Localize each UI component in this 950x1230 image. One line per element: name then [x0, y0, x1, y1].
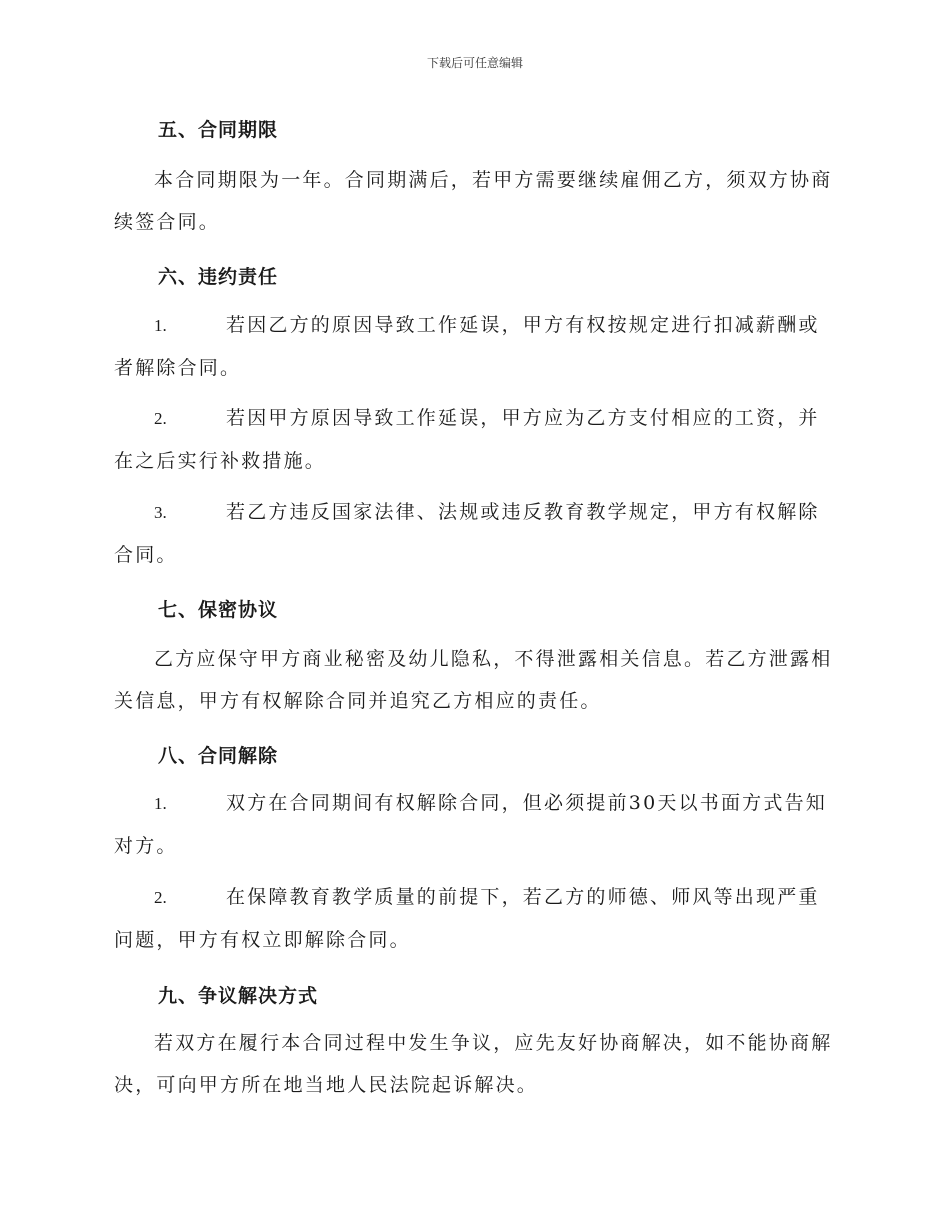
item-number: 1. [154, 794, 167, 813]
item-text: 双方在合同期间有权解除合同，但必须提前30天以书面方式告知对方。 [114, 792, 827, 857]
item-number: 2. [154, 409, 167, 428]
item-text: 若因乙方的原因导致工作延误，甲方有权按规定进行扣减薪酬或者解除合同。 [114, 314, 820, 379]
paragraph: 本合同期限为一年。合同期满后，若甲方需要继续雇佣乙方，须双方协商续签合同。 [114, 169, 833, 233]
paragraph: 若双方在履行本合同过程中发生争议，应先友好协商解决，如不能协商解决，可向甲方所在地当地人民法院起诉解决。 [114, 1032, 833, 1096]
list-item [114, 782, 834, 867]
item-text: 若因甲方原因导致工作延误，甲方应为乙方支付相应的工资，并在之后实行补救措施。 [114, 407, 820, 472]
section-heading: 六、违约责任 [158, 266, 279, 288]
item-number: 2. [154, 888, 167, 907]
list-item [114, 304, 834, 389]
list-item [114, 876, 834, 961]
list-item [114, 491, 834, 576]
section-heading: 九、争议解决方式 [158, 985, 319, 1007]
list-item [114, 397, 834, 482]
item-text: 在保障教育教学质量的前提下，若乙方的师德、师风等出现严重问题，甲方有权立即解除合同。 [114, 886, 820, 951]
page-header: 下载后可任意编辑 [426, 56, 523, 70]
paragraph: 乙方应保守甲方商业秘密及幼儿隐私，不得泄露相关信息。若乙方泄露相关信息，甲方有权解除合同并追究乙方相应的责任。 [114, 648, 833, 712]
item-text: 若乙方违反国家法律、法规或违反教育教学规定，甲方有权解除合同。 [114, 501, 820, 566]
section-heading: 七、保密协议 [158, 599, 279, 621]
section-heading: 五、合同期限 [158, 119, 279, 141]
item-number: 1. [154, 316, 167, 335]
item-number: 3. [154, 503, 167, 522]
section-heading: 八、合同解除 [158, 745, 279, 767]
